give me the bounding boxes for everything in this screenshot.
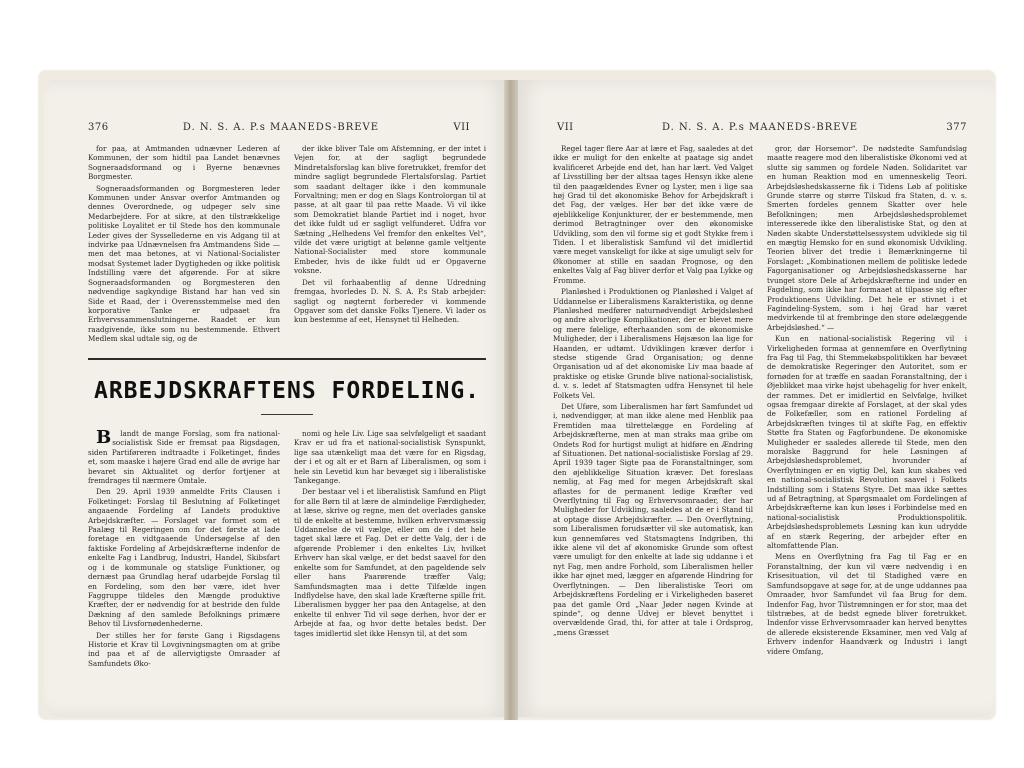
right-section-marker: VII — [557, 122, 574, 133]
article-paragraph: Den 29. April 1939 anmeldte Frits Clausen i Folketinget: Forslag til Beslutning af Folketinget angaaende Fordeling af Landets produktive Arbejdskræfter. — Forslaget var formet som et Paalæg til Regeringen om for det første at lade foretage en vidtgaaende Undersøgelse af den faktiske Fordeling af Arbejdskræfterne indenfor de enkelte Fag i Landbrug, Industri, Handel, Skibsfart og i de kommunale og statslige Funktioner, og dernæst paa Grundlag heraf udarbejde Forslag til en Fordeling, som den bør være, idet hver Faggruppe tildeles den Mængde produktive Kræfter, der er nødvendig for at bestride den fulde Dækning af den samlede Befolknings primære Behov til Livsfornødenhederne. — [88, 487, 280, 629]
left-top-columns — [88, 144, 486, 352]
right-paragraph: Planløshed i Produktionen og Planløshed i Valget af Uddannelse er Liberalismens Karakteristika, og denne Planløshed medfører naturnødvendigt Arbejdsløshed og andre alvorlige Komplikationer, der er blevet mere og mere følelige, efterhaanden som de økonomiske Muligheder, der i Liberalismens Højsæson laa lige for Haanden, er udtømt. Udviklingen kræver derfor i stedse stigende Grad Organisation; og denne Organisation ud af det økonomiske Liv maa baade af praktiske og etiske Grunde blive national-socialistisk, d. v. s. ledet af Statsmagten udfra Hensynet til hele Folkets Vel. — [553, 287, 753, 400]
left-top-col1-paragraph: Sogneraadsformanden og Borgmesteren leder Kommunen under Ansvar overfor Amtmanden og dennes Overordnede, og udpeger selv sine Medarbejdere. For at sikre, at den tilstrækkelige politiske Loyalitet er til Stede hos den kommunale Leder gives der Syssellederne en vis Adgang til at indvirke paa Udnævnelsen fra Amtmandens Side — men det maa betones, at vi National-Socialister modsat Systemet lader Dygtigheden og ikke politisk Indstilling være det afgørende. For at sikre Sogneraadsformanden og Borgmesteren den nødvendige sagkyndige Bistand har han ved sin Side et Raad, der i Overensstemmelse med den korporative Tanke er udpaaet fra Erhvervssammenslutningerne. Raadet er kun raadgivende, ikke som nu bestemmende. Ethvert Medlem skal udtale sig, og de — [88, 183, 280, 344]
dropcap-letter: B — [96, 429, 112, 448]
section-divider — [88, 358, 486, 360]
left-page-number: 376 — [88, 122, 109, 133]
right-page — [515, 80, 995, 717]
left-bottom-column-2 — [294, 429, 486, 717]
right-page-number: 377 — [946, 122, 967, 133]
right-paragraph: Regel tager flere Aar at lære et Fag, saaledes at det ikke er muligt for den enkelte at paatage sig andet kvalificeret Arbejde end det, han har lært. Ved Valget af Livsstilling bør der altsaa tages Hensyn ikke alene til den paagældendes Evner og Lyster, men i lige saa høj Grad til det økonomiske Behov for Arbejdskraft i det Fag, der vælges. Her bør det ikke være de øjeblikkelige Konjunkturer, der er bestemmende, men derimod Betragtninger over den økonomiske Udvikling, som den vil forme sig et godt Stykke frem i Tiden. I et liberalistisk Samfund vil det imidlertid være meget vanskeligt for ikke at sige umuligt selv for Økonomer at stille en saadan Prognose, og den enkeltes Valg af Fag bliver derfor et Valg paa Lykke og Fromme. — [553, 144, 753, 285]
book-spine — [504, 80, 518, 720]
article-opening-text: landt de mange Forslag, som fra national-socialistisk Side er fremsat paa Rigsdagen, siden Partiføreren indtraadte i Folketinget, findes et, som maaske i højere Grad end alle de øvrige har bevaret sin Aktualitet og derfor fortjener at fremdrages til nærmere Omtale. — [88, 429, 280, 486]
left-bottom-column-1 — [88, 429, 280, 717]
left-top-col2-paragraph: Det vil forhaabentlig af denne Udredning fremgaa, hvorledes D. N. S. A. P.s Stab arbejder: sagligt og nøgternt forbereder vi kommende Opgaver som det danske Folks Tjenere. Vi lader os kun bestemme af eet, Hensynet til Helheden. — [294, 277, 486, 325]
right-paragraph: Det Uføre, som Liberalismen har ført Samfundet ud i, nødvendiggør, at man ikke alene med Henblik paa Fremtiden maa tilrettelægge en Fordeling af Arbejdskræfterne, men at man straks maa gribe om Ondets Rod for hurtigst muligt at hidføre en Ændring af Situationen. Det national-socialistiske Forslag af 29. April 1939 tager Sigte paa de Foranstaltninger, som den øjeblikkelige Situation kræver. Det foreslaas nemlig, at Fag med for megen Arbejdskraft skal aflastes for de permanent ledige Kræfter ved Overflytning til Fag og Erhvervsomraader, der har Muligheder for Udvikling, saaledes at de er i Stand til at optage disse Arbejdskræfter. — Den Overflytning, som Liberalismen forudsætter vil ske automatisk, kan kun gennemføres ved Statsmagtens Indgriben, thi ikke alene vil det af økonomiske Grunde som oftest være umuligt for den enkelte at lade sig uddanne i et nyt Fag, men andre Forhold, som Liberalismen heller ikke har øjnet med, lægger en afgørende Hindring for Overflytningen. — Den liberalistiske Teori om Arbejdskræftens Fordeling er i Virkeligheden baseret paa det gamle Ord „Naar Jøder nøgen Kvinde at spinde“, og denne Udvej er blevet benyttet i overvældende Grad, thi, for atter at tale i Ordsprog, „mens Græsset — [553, 401, 753, 637]
article-paragraph: nomi og hele Liv. Lige saa selvfølgeligt et saadant Krav er ud fra et national-socialistisk Synspunkt, lige saa utænkeligt maa det være for en Rigsdag, der i et og alt er et Barn af Liberalismen, og som i hele sin Levetid kun har bevæget sig i liberalistiske Tankegange. — [294, 429, 486, 486]
right-paragraph: Kun en national-socialistisk Regering vil i Virkeligheden formaa at gennemføre en Overflytning fra Fag til Fag, thi Stemmekøbspolitikken har bevæet de demokratiske Regeringer den Autoritet, som er fornøden for at træffe en saadan Foranstaltning, der i Øjeblikket maa virke højst ubehagelig for hver enkelt, der rammes. Det er imidlertid en Selvfølge, hvilket ogsaa fremgaar direkte af Forslaget, at der skal ydes de Folkefæller, som en rationel Fordeling af Arbejdskræften tvinges til at skifte Fag, en effektiv Støtte fra Staten og Fagforbundene. De økonomiske Muligheder er saaledes allerede til Stede, men den moralske Baggrund for hele Løsningen af Arbejdsløshedsproblemet, hvorunder af Overflytningen er en vigtig Del, kan kun skabes ved en national-socialistisk Revolution saavel i Folkets Indstilling som i Statens Styre. Det maa ikke sættes ud af Betragtning, at Spørgsmaalet om Fordelingen af Arbejdskræfterne kan kun løses i Forbindelse med en national-socialistisk Produktionspolitik. Arbejdsløshedsproblemets Løsning kan kun udrydde af en stærk Regering, der arbejder efter en altomfattende Plan. — [767, 334, 967, 551]
left-top-col2-paragraph: der ikke bliver Tale om Afstemning, er der intet i Vejen for, at der sagligt begrundede Mindretalsforslag kan blive foretrukket, fremfor det mindre sagligt begrundede Flertalsforslag. Partiet som saadant deltager ikke i den kommunale Forvaltning; men er dog en Slags Kontrolorgan til at passe, at alt gaar til paa rette Maade. Vi vil ikke som Demokratiet blande Partiet ind i noget, hvor det ikke fuldt ud er sagligt velfunderet. Udfra vor Sætning „Helhedens Vel fremfor den enkeltes Vel“, vilde det være urigtigt at belønne gamle veltjente National-Socialister med store kommunale Embeder, hvis de ikke fuldt ud er Opgaverne voksne. — [294, 144, 486, 276]
article-paragraph: Der stilles her for første Gang i Rigsdagens Historie et Krav til Lovgivningsmagten om at gribe ind paa et af de allervigtigste Omraader af Samfundets Øko- — [88, 630, 280, 668]
article-headline: ARBEJDSKRAFTENS FORDELING. — [93, 378, 481, 404]
left-running-title: D. N. S. A. P.s MAANEDS-BREVE — [182, 122, 380, 133]
article-opening-paragraph — [88, 429, 280, 485]
headline-rule — [261, 414, 313, 415]
left-top-col1-paragraph: for paa, at Amtmanden udnævner Lederen af Kommunen, der som hidtil paa Landet benævnes Sogneraadsformand og i Byerne benævnes Borgmester. — [88, 144, 280, 182]
right-paragraph: gror, dør Horsemor“. De nødstedte Samfundslag maatte reagere mod den liberalistiske Økonomi ved at slutte sig sammen og fordele Nøden. Solidaritet var en human Reaktion mod en umenneskelig Teori. Arbejdsløshedskasserne fik i Tidens Løb af politiske Grunde større og større Tilskud fra Staten, d. v. s. Smerten fordeles gennem Skatter over hele Befolkningen; men Arbejdsløshedsproblemet interesserede ikke den liberalistiske Stat, og den at Nøden skabte Understøttelsessystem udviklede sig til en mægtig Hemsko for en sund økonomisk Udvikling. Teorien bliver det tredie i Bemærkningerne til Forslaget: „Kombinationen mellem de politiske ledede Fagorganisationer og Arbejdsløshedskasserne har tvunget store Dele af Arbejdskræfterne ind under en Fagdeling, som ikke har formaaet at tilpasse sig efter Produktionens Udvikling. Det hele er stivnet i et Fagindeling-System, som i høj Grad har været medvirkende til at frembringe den store ødelæggende Arbejdsløshed.“ — — [767, 144, 967, 332]
left-bottom-columns — [88, 429, 486, 717]
right-running-title: D. N. S. A. P.s MAANEDS-BREVE — [661, 122, 859, 133]
right-column-2 — [767, 144, 967, 699]
left-section-marker: VII — [453, 122, 470, 133]
left-top-column-2 — [294, 144, 486, 352]
right-column-1 — [553, 144, 753, 699]
left-page — [44, 80, 508, 717]
right-running-head — [553, 122, 967, 140]
left-running-head — [88, 122, 486, 140]
right-page-columns — [553, 144, 967, 699]
left-top-column-1 — [88, 144, 280, 352]
article-paragraph: Der bestaar vel i et liberalistisk Samfund en Pligt for alle Børn til at lære de almindelige Færdigheder, at læse, skrive og regne, men det overlades ganske til de enkelte at bestemme, hvilken erhvervsmæssig Uddannelse de vil vælge, eller om de i det hele taget skal lære et Fag. Det er dette Valg, der i de afgørende Problemer i den enkeltes Liv, hvilket Erhverv han skal vælge, er det bedst saavel for den enkelte som for Samfundet, at den pageldende selv eller hans Paarørende træffer Valg; Samfundsmagten maa i dette Tilfælde ingen Indflydelse have, den skal lade Kræfterne spille frit. Liberalismen bygger her paa den Antagelse, at den enkelte til enhver Tid vil søge derhen, hvor der er Arbejde at faa, og hvor dette betales bedst. Der tages imidlertid slet ikke Hensyn til, at det som — [294, 487, 486, 638]
right-paragraph: Mens en Overflytning fra Fag til Fag er en Foranstaltning, der kun vil være nødvendig i en Krisesituation, vil det til Stadighed være en Samfundsopgave at søge for, at de unge uddannes paa Omraader, hvor Samfundet vil faa Brug for dem. Indenfor Fag, hvor Tilstrømningen er for stor, maa det tilstræbes, at de bedst egnede bliver foretrukket. Indenfor visse Erhvervsomraader kan herved benyttes de allerede eksisterende Eksaminer, men ved Valg af Erhverv indenfor Haandværk og Industri i langt videre Omfang, — [767, 552, 967, 656]
